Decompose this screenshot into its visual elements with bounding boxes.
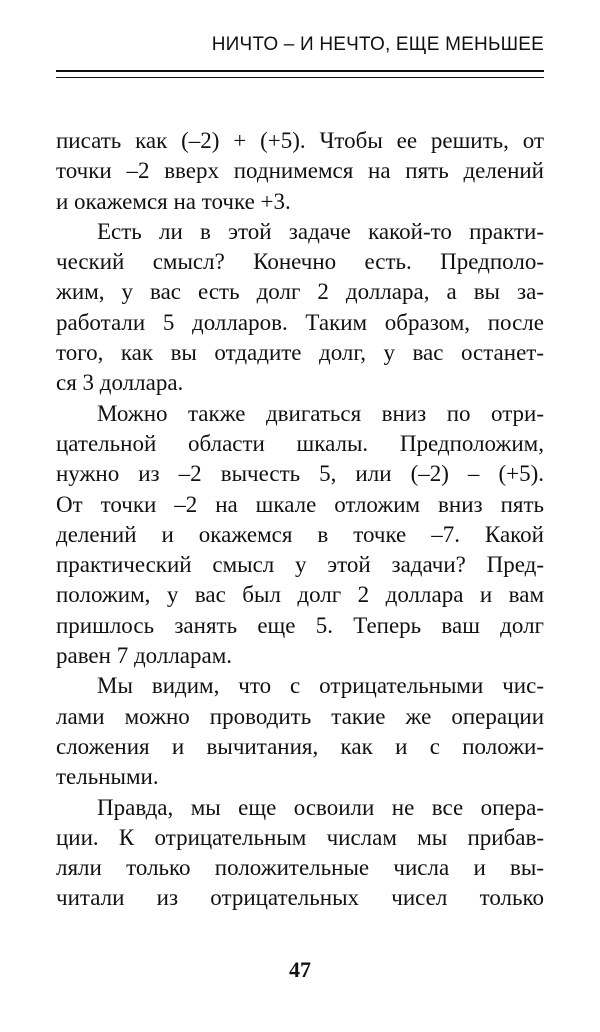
text-line: точки –2 вверх поднимемся на пять делений	[56, 158, 544, 184]
header-double-rule	[56, 70, 544, 78]
text-line: писать как (–2) + (+5). Чтобы ее решить, от	[56, 128, 544, 153]
text-line: и окажемся на точке +3.	[56, 188, 291, 214]
text-line: сложения и вычитания, как и с положи-	[56, 733, 544, 759]
text-line: ляли только положительные числа и вы-	[56, 855, 544, 881]
page-body-text	[56, 126, 544, 914]
text-line: делений и окажемся в точке –7. Какой	[56, 521, 544, 547]
text-line: положим, у вас был долг 2 доллара и вам	[56, 582, 544, 608]
paragraph-first-line: Можно также двигаться вниз по отри-	[97, 400, 544, 426]
text-line: пришлось занять еще 5. Теперь ваш долг	[56, 612, 544, 638]
text-line: нужно из –2 вычесть 5, или (–2) – (+5).	[56, 461, 544, 487]
running-head-title: НИЧТО – И НЕЧТО, ЕЩЕ МЕНЬШЕЕ	[211, 34, 544, 55]
text-line: ции. К отрицательным числам мы прибав-	[56, 824, 544, 850]
text-line: цательной области шкалы. Предположим,	[56, 430, 544, 456]
text-line: того, как вы отдадите долг, у вас останет-	[56, 340, 544, 366]
text-line: тельными.	[56, 764, 159, 790]
text-line: читали из отрицательных чисел только	[56, 885, 544, 911]
text-line: равен 7 долларам.	[56, 643, 233, 669]
text-line: жим, у вас есть долг 2 доллара, а вы за-	[56, 279, 544, 305]
page-number: 47	[289, 957, 311, 982]
paragraph-first-line: Правда, мы еще освоили не все опера-	[97, 794, 544, 820]
paragraph-first-line: Есть ли в этой задаче какой-то практи-	[97, 218, 544, 244]
text-line: ся 3 доллара.	[56, 370, 184, 396]
text-line: работали 5 долларов. Таким образом, после	[56, 309, 544, 335]
text-line: практический смысл у этой задачи? Пред-	[56, 552, 544, 578]
text-line: лами можно проводить такие же операции	[56, 703, 544, 729]
text-line: ческий смысл? Конечно есть. Предполо-	[56, 249, 544, 275]
paragraph-first-line: Мы видим, что с отрицательными чис-	[97, 673, 544, 699]
text-line: От точки –2 на шкале отложим вниз пять	[56, 491, 544, 517]
